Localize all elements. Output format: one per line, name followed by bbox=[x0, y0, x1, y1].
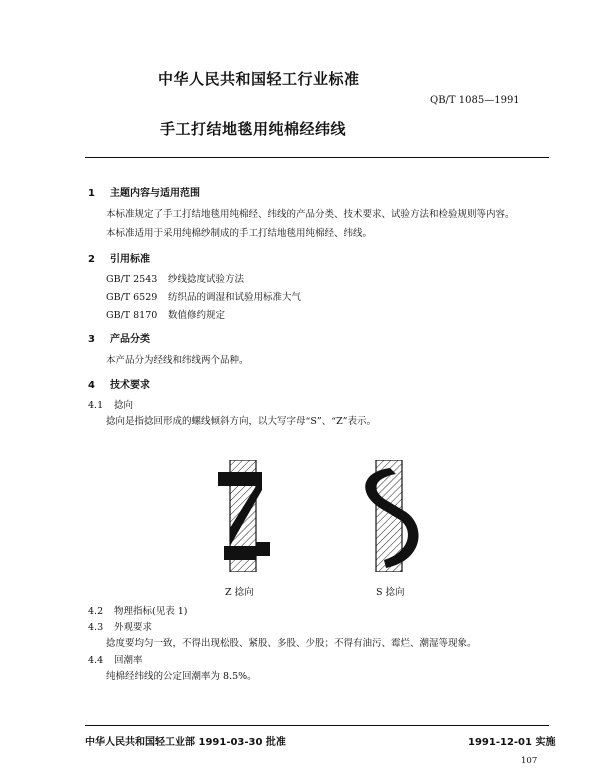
subsection-4-1-text: 捻向是指捻回形成的螺线倾斜方向，以大写字母“S”、“Z”表示。 bbox=[106, 416, 377, 427]
section-1-paragraph-1: 本标准规定了手工打结地毯用纯棉经、纬线的产品分类、技术要求、试验方法和检验规则等内容。 bbox=[106, 209, 515, 220]
header-rule bbox=[85, 157, 549, 158]
subsection-4-3-heading: 4.3 外观要求 bbox=[88, 622, 153, 633]
implementation-date: 1991-12-01 实施 bbox=[468, 737, 556, 748]
twist-direction-figure bbox=[200, 460, 430, 572]
reference-item: GB/T 6529 纺织品的调湿和试验用标准大气 bbox=[106, 292, 302, 303]
section-2-heading: 2 引用标准 bbox=[88, 254, 150, 265]
subsection-4-4-heading: 4.4 回潮率 bbox=[88, 655, 143, 666]
section-3-heading: 3 产品分类 bbox=[88, 334, 150, 345]
issuer-title: 中华人民共和国轻工行业标准 bbox=[158, 70, 360, 88]
subsection-4-2-heading: 4.2 物理指标(见表 1) bbox=[88, 606, 188, 617]
approval-line: 中华人民共和国轻工业部 1991-03-30 批准 bbox=[85, 737, 286, 748]
document-title: 手工打结地毯用纯棉经纬线 bbox=[160, 120, 347, 138]
s-twist-diagram bbox=[365, 460, 418, 572]
z-twist-diagram bbox=[218, 460, 270, 572]
standard-number: QB/T 1085—1991 bbox=[430, 95, 520, 106]
subsection-4-4-text: 纯棉经纬线的公定回潮率为 8.5%。 bbox=[106, 671, 257, 682]
section-1-heading: 1 主题内容与适用范围 bbox=[88, 188, 200, 199]
section-4-heading: 4 技术要求 bbox=[88, 380, 150, 391]
subsection-4-3-text: 捻度要均匀一致，不得出现松股、紧股、多股、少股；不得有油污、霉烂、潮湿等现象。 bbox=[106, 638, 477, 649]
reference-item: GB/T 2543 纱线捻度试验方法 bbox=[106, 274, 245, 285]
section-1-paragraph-2: 本标准适用于采用纯棉纱制成的手工打结地毯用纯棉经、纬线。 bbox=[106, 228, 373, 239]
page-number: 107 bbox=[521, 756, 538, 766]
section-3-paragraph: 本产品分为经线和纬线两个品种。 bbox=[106, 355, 249, 366]
z-twist-caption: Z 捻向 bbox=[225, 587, 254, 598]
reference-item: GB/T 8170 数值修约规定 bbox=[106, 310, 226, 321]
footer-rule bbox=[85, 725, 549, 726]
subsection-4-1-heading: 4.1 捻向 bbox=[88, 400, 134, 411]
s-twist-caption: S 捻向 bbox=[376, 587, 405, 598]
